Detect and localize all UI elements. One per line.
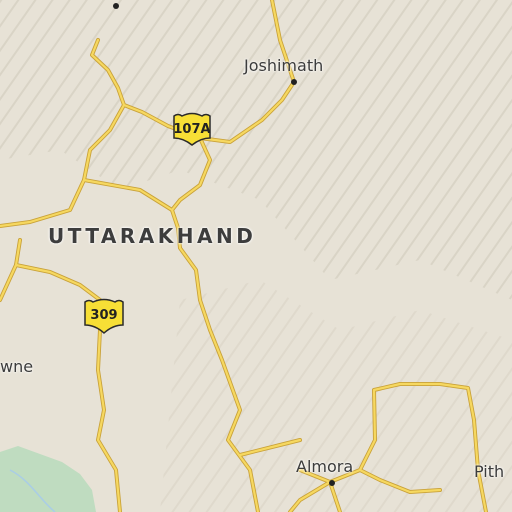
city-dot-almora [329,480,335,486]
highway-shield-label: 309 [90,308,118,323]
place-label-lansdowne-partial[interactable]: wne [0,357,34,376]
highway-shield-107a[interactable] [170,112,214,146]
place-label-joshimath[interactable]: Joshimath [244,56,324,75]
place-label-pithoragarh-partial[interactable]: Pith [474,462,505,481]
region-label: UTTARAKHAND [48,224,257,248]
highway-shield-309[interactable] [82,298,126,332]
highway-shield-label: 107A [173,122,211,137]
city-dot-joshimath [291,79,297,85]
place-label-almora[interactable]: Almora [296,457,354,476]
city-dot-top [113,3,119,9]
